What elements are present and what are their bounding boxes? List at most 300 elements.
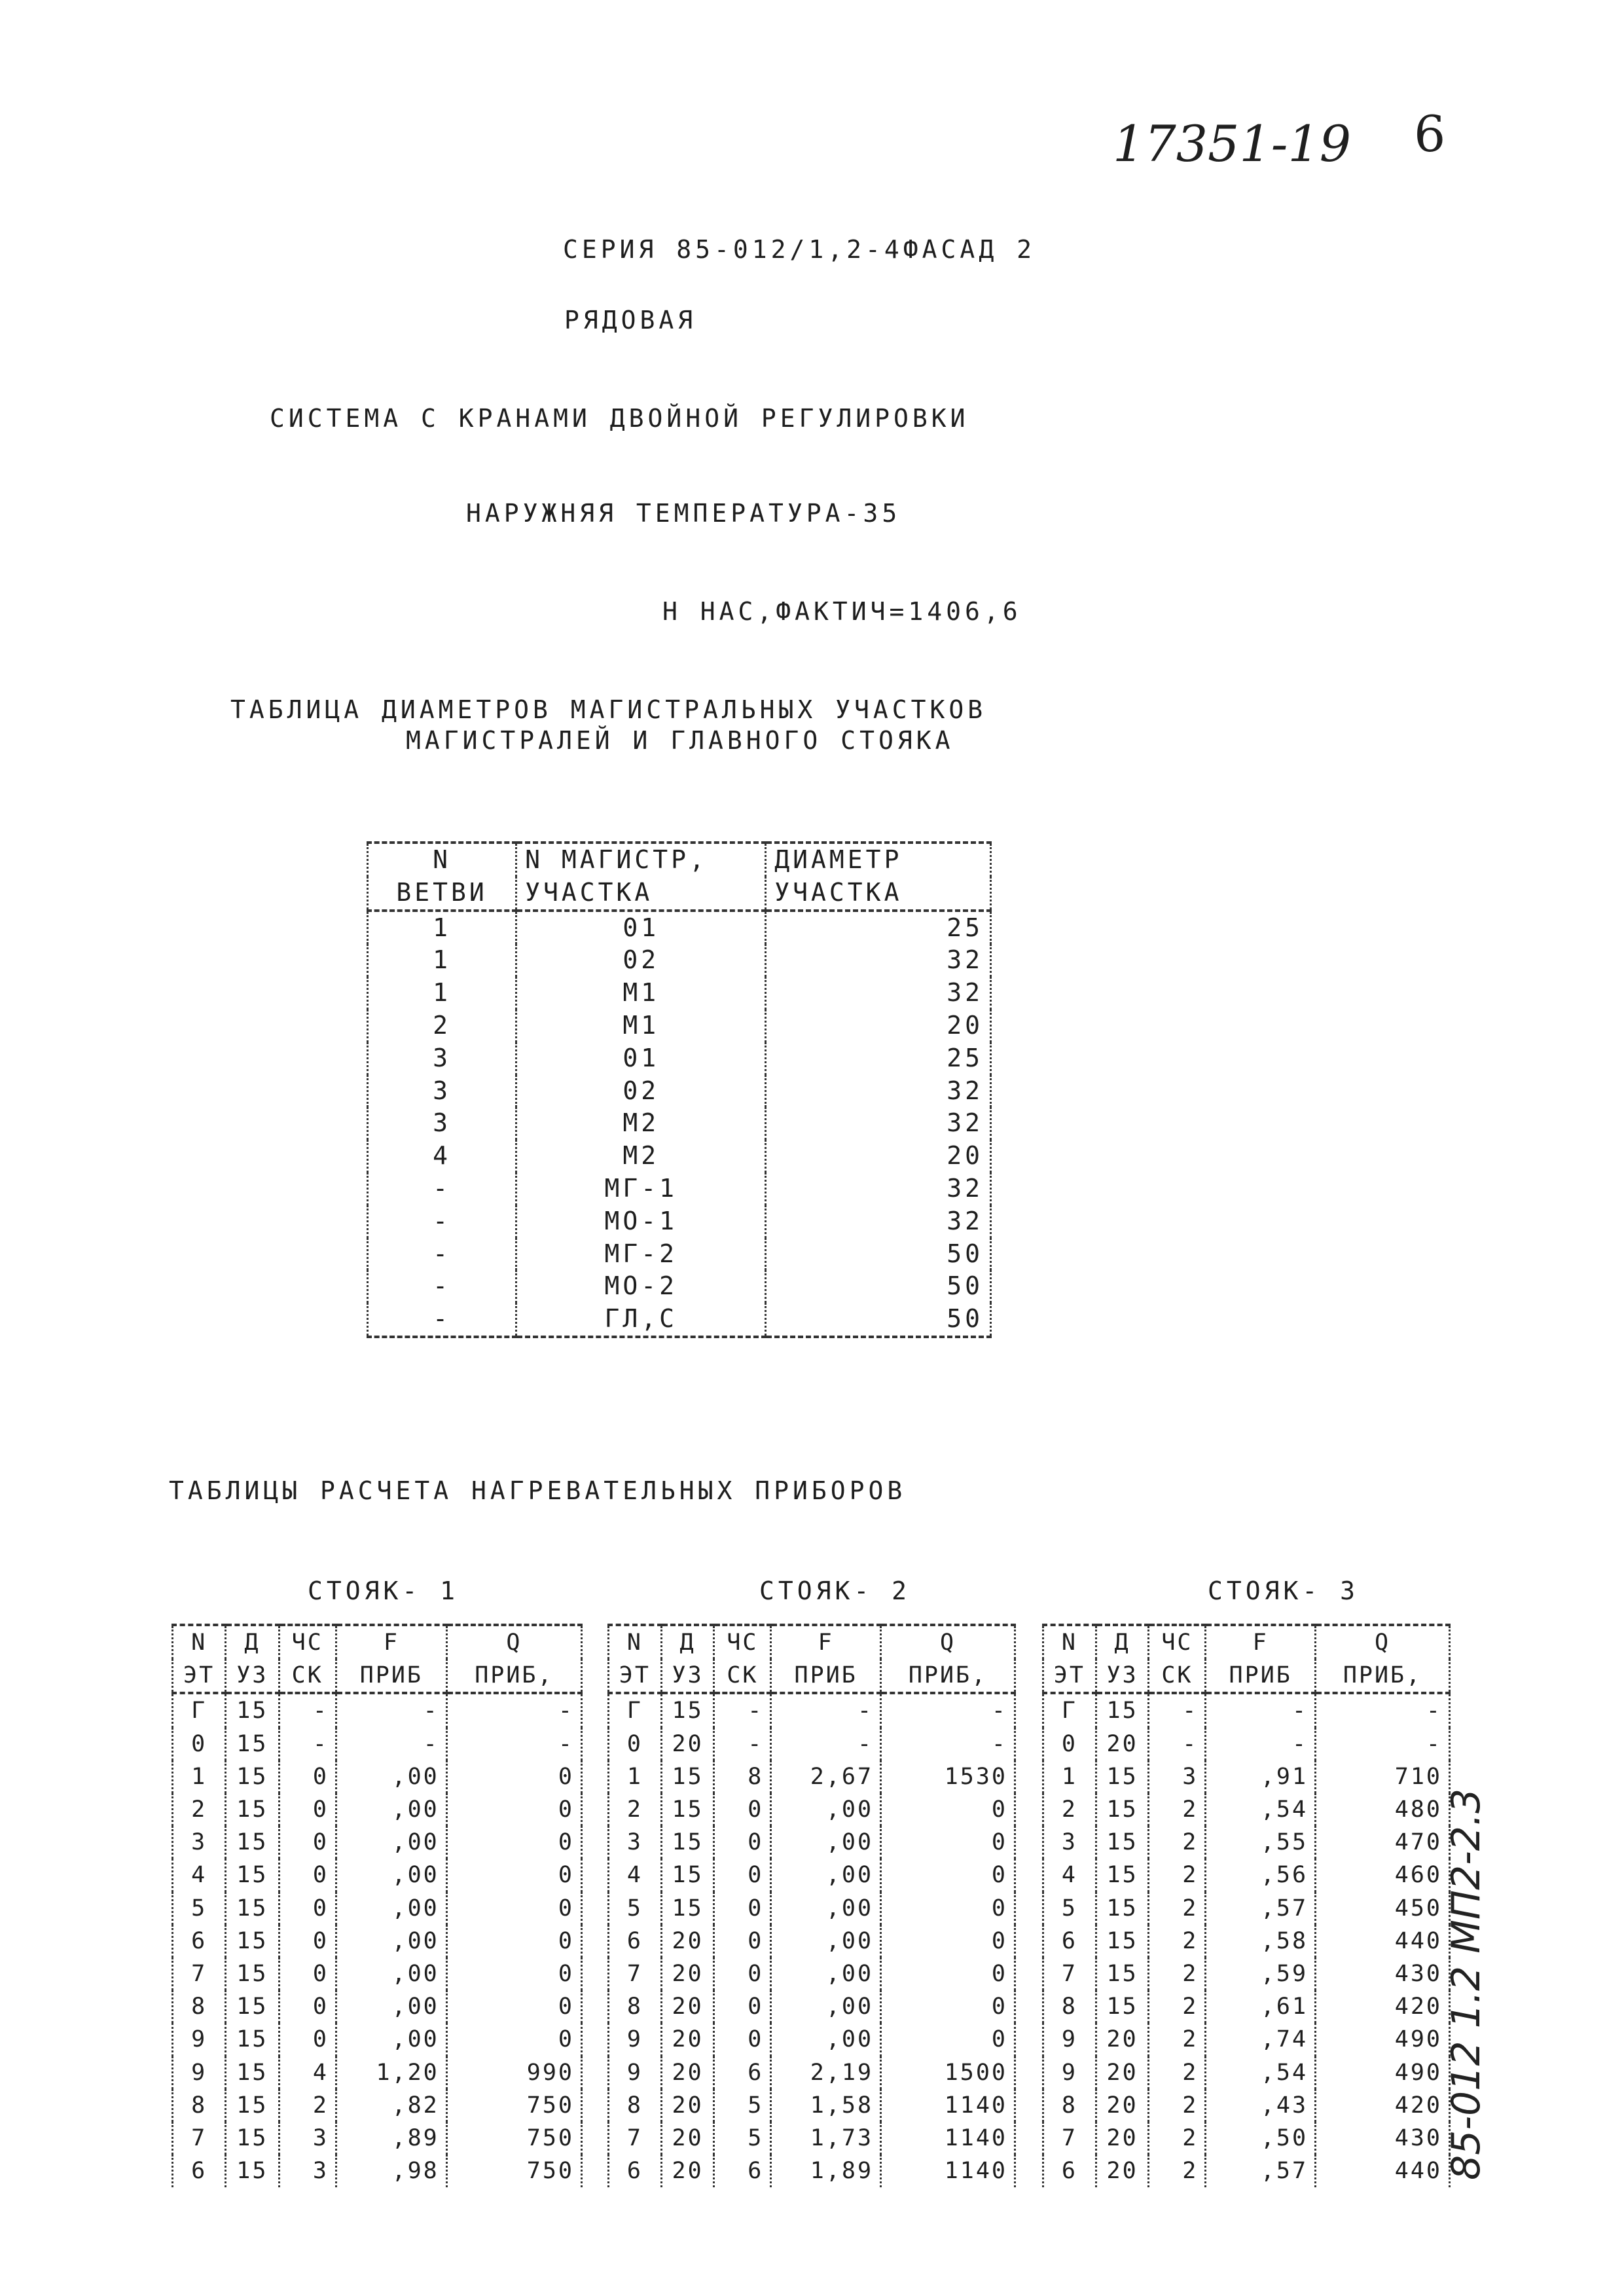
riser-row [1043,1793,1450,1826]
diam-header-segment: УЧАСТКА [516,877,766,911]
riser-floor-cell: 2 [173,1793,226,1826]
riser-heat-cell: 490 [1316,2056,1450,2089]
riser-sections-cell: 2 [1149,2023,1206,2056]
riser-floor-cell: 8 [1043,2089,1096,2122]
riser-row [173,1859,582,1891]
riser-sections-cell: 0 [279,1826,336,1859]
riser-heat-cell: 750 [446,2122,581,2155]
diam-branch-cell: 4 [368,1140,516,1173]
riser-header-row [173,1625,582,1659]
riser-header-floor: ЭТ [1043,1659,1096,1693]
riser-header-sections: СК [714,1659,771,1693]
riser-area-cell: 2,19 [771,2056,881,2089]
riser-floor-cell: 9 [609,2023,662,2056]
riser-floor-cell: 8 [1043,1990,1096,2023]
diameter-table [367,841,992,1338]
riser-area-cell: ,00 [771,1859,881,1891]
diam-diameter-cell: 50 [766,1270,991,1303]
riser-header-heat: ПРИБ, [881,1659,1015,1693]
riser-header-area: F [1206,1625,1316,1659]
riser-row [1043,2155,1450,2187]
riser-header-diam: УЗ [226,1659,279,1693]
riser-diam-cell: 20 [1096,2023,1149,2056]
document-number: 17351-19 [1113,115,1352,173]
riser-header-heat: ПРИБ, [446,1659,581,1693]
riser-diam-cell: 15 [661,1793,714,1826]
riser-area-cell: ,00 [336,1793,447,1826]
riser-row [173,1728,582,1760]
riser-floor-cell: 9 [1043,2023,1096,2056]
riser-heat-cell: 0 [881,1990,1015,2023]
riser-sections-cell: 0 [714,1957,771,1990]
riser-area-cell: ,50 [1206,2122,1316,2155]
riser-row [173,1693,582,1727]
riser-diam-cell: 20 [661,2122,714,2155]
riser-floor-cell: 9 [173,2023,226,2056]
diam-row [368,1173,991,1205]
riser-floor-cell: 8 [609,2089,662,2122]
diam-diameter-cell: 25 [766,911,991,945]
riser-row [173,1892,582,1925]
riser-row [1043,1693,1450,1727]
riser-floor-cell: 2 [1043,1793,1096,1826]
riser-row [609,1925,1015,1957]
riser-diam-cell: 20 [661,1728,714,1760]
riser-floor-cell: 6 [609,1925,662,1957]
riser-table-3 [1042,1624,1451,2187]
riser-area-cell: ,00 [771,1892,881,1925]
riser-heat-cell: 0 [881,1826,1015,1859]
riser-heat-cell: 440 [1316,1925,1450,1957]
riser-header-heat: Q [881,1625,1015,1659]
riser-sections-cell: 3 [279,2155,336,2187]
riser-heat-cell: 1140 [881,2155,1015,2187]
riser-diam-cell: 20 [661,2056,714,2089]
riser-row [173,1957,582,1990]
riser-sections-cell: 0 [279,1859,336,1891]
diam-diameter-cell: 32 [766,1075,991,1108]
riser-row [1043,1760,1450,1793]
riser-sections-cell: - [1149,1693,1206,1727]
riser-row [173,1793,582,1826]
riser-sections-cell: 0 [279,2023,336,2056]
riser-row [173,1990,582,2023]
riser-sections-cell: 0 [714,1925,771,1957]
riser-diam-cell: 15 [1096,1693,1149,1727]
riser-floor-cell: 4 [173,1859,226,1891]
riser-heat-cell: - [1316,1728,1450,1760]
riser-area-cell: ,00 [771,2023,881,2056]
riser-heat-cell: 0 [881,1793,1015,1826]
riser-row [1043,1892,1450,1925]
riser-sections-cell: 4 [279,2056,336,2089]
riser-sections-cell: 0 [714,1859,771,1891]
diam-row [368,977,991,1010]
riser-diam-cell: 20 [1096,2056,1149,2089]
diam-row [368,1205,991,1238]
riser-row [173,2023,582,2056]
riser-floor-cell: 7 [1043,1957,1096,1990]
riser-sections-cell: - [714,1728,771,1760]
riser-sections-cell: 5 [714,2122,771,2155]
riser-table-2 [607,1624,1016,2187]
riser-diam-cell: 15 [226,1925,279,1957]
riser-floor-cell: 6 [173,1925,226,1957]
riser-header-diam: Д [226,1625,279,1659]
system-line: СИСТЕМА С КРАНАМИ ДВОЙНОЙ РЕГУЛИРОВКИ [270,404,969,433]
riser-sections-cell: 0 [279,1760,336,1793]
riser-header-area: ПРИБ [336,1659,447,1693]
diam-table-subtitle: МАГИСТРАЛЕЙ И ГЛАВНОГО СТОЯКА [406,726,954,755]
riser-area-cell: ,00 [336,2023,447,2056]
riser-area-cell: - [1206,1728,1316,1760]
diam-branch-cell: - [368,1270,516,1303]
riser-heat-cell: - [881,1693,1015,1727]
riser-diam-cell: 20 [1096,2089,1149,2122]
riser-diam-cell: 15 [661,1892,714,1925]
riser-diam-cell: 20 [661,2155,714,2187]
riser-heat-cell: 450 [1316,1892,1450,1925]
riser-header-sections: ЧС [1149,1625,1206,1659]
riser-sections-cell: 2 [1149,1925,1206,1957]
riser-diam-cell: 15 [226,1793,279,1826]
riser-floor-cell: 0 [609,1728,662,1760]
riser-row [1043,2089,1450,2122]
diam-diameter-cell: 32 [766,977,991,1010]
diam-header-diameter: ДИАМЕТР [766,843,991,877]
diam-row [368,1075,991,1108]
drawing-stamp: 85-012 1.2 МП2-2.3 [1443,1788,1489,2180]
riser-row [173,2089,582,2122]
riser-diam-cell: 15 [661,1693,714,1727]
diam-row [368,1238,991,1271]
page-number: 6 [1414,105,1446,163]
riser-diam-cell: 15 [1096,1990,1149,2023]
riser-header-floor: N [609,1625,662,1659]
diam-diameter-cell: 20 [766,1140,991,1173]
riser-sections-cell: 6 [714,2155,771,2187]
riser-heat-cell: 0 [446,1859,581,1891]
riser-floor-cell: 7 [609,1957,662,1990]
riser-floor-cell: 1 [1043,1760,1096,1793]
riser-sections-cell: 2 [1149,2122,1206,2155]
riser-row [609,1990,1015,2023]
riser-row [173,1826,582,1859]
diam-header-diameter: УЧАСТКА [766,877,991,911]
diam-segment-cell: М1 [516,1010,766,1042]
riser-sections-cell: 6 [714,2056,771,2089]
riser-header-heat: Q [446,1625,581,1659]
riser-sections-cell: 2 [1149,2089,1206,2122]
riser-sections-cell: 0 [714,2023,771,2056]
riser-floor-cell: 9 [173,2056,226,2089]
riser-heat-cell: 0 [446,1990,581,2023]
riser-area-cell: ,57 [1206,2155,1316,2187]
diam-segment-cell: МГ-2 [516,1238,766,1271]
riser-area-cell: - [1206,1693,1316,1727]
riser-header-sections: СК [1149,1659,1206,1693]
riser-sections-cell: 2 [1149,2056,1206,2089]
riser-diam-cell: 15 [226,1957,279,1990]
riser-row [609,2056,1015,2089]
riser-heat-cell: 430 [1316,1957,1450,1990]
riser-row [1043,2023,1450,2056]
riser-row [1043,1859,1450,1891]
riser-area-cell: ,91 [1206,1760,1316,1793]
riser-row [609,1793,1015,1826]
riser-header-row [609,1625,1015,1659]
riser-heat-cell: 990 [446,2056,581,2089]
riser-area-cell: ,00 [771,1826,881,1859]
diam-segment-cell: 01 [516,911,766,945]
riser-heat-cell: 0 [446,1892,581,1925]
diam-header-branch: N [368,843,516,877]
riser-heat-cell: 750 [446,2155,581,2187]
riser-floor-cell: Г [1043,1693,1096,1727]
diam-header-branch: ВЕТВИ [368,877,516,911]
temperature-line: НАРУЖНЯЯ ТЕМПЕРАТУРА-35 [466,499,901,528]
riser-heat-cell: 0 [446,2023,581,2056]
riser-area-cell: 1,73 [771,2122,881,2155]
riser-floor-cell: Г [609,1693,662,1727]
riser-heat-cell: 460 [1316,1859,1450,1891]
riser-row [173,2122,582,2155]
riser-diam-cell: 15 [1096,1859,1149,1891]
riser-area-cell: ,82 [336,2089,447,2122]
diam-branch-cell: 3 [368,1107,516,1140]
riser-header-sections: ЧС [279,1625,336,1659]
riser-floor-cell: 4 [609,1859,662,1891]
riser-header-heat: ПРИБ, [1316,1659,1450,1693]
riser-sections-cell: 0 [714,1793,771,1826]
diam-table-title: ТАБЛИЦА ДИАМЕТРОВ МАГИСТРАЛЬНЫХ УЧАСТКОВ [230,695,987,724]
riser-floor-cell: 9 [609,2056,662,2089]
riser-row [609,1826,1015,1859]
riser-heat-cell: - [446,1693,581,1727]
riser-heat-cell: 490 [1316,2023,1450,2056]
riser-area-cell: ,00 [336,1925,447,1957]
riser-row [609,1760,1015,1793]
riser-heat-cell: 0 [446,1925,581,1957]
diam-header-segment: N МАГИСТР, [516,843,766,877]
riser-heat-cell: 0 [446,1826,581,1859]
riser-row [609,1957,1015,1990]
riser-floor-cell: 8 [173,2089,226,2122]
riser-header-row [1043,1659,1450,1693]
riser-area-cell: ,00 [771,1990,881,2023]
diam-diameter-cell: 50 [766,1303,991,1337]
riser-diam-cell: 20 [661,1957,714,1990]
riser-heat-cell: 0 [446,1793,581,1826]
riser-floor-cell: 1 [173,1760,226,1793]
riser-sections-cell: 0 [714,1892,771,1925]
riser-heat-cell: 0 [446,1760,581,1793]
riser-diam-cell: 20 [661,1925,714,1957]
diam-diameter-cell: 32 [766,1205,991,1238]
riser-sections-cell: 0 [279,1990,336,2023]
riser-header-floor: N [1043,1625,1096,1659]
riser-diam-cell: 15 [1096,1892,1149,1925]
riser-heat-cell: 750 [446,2089,581,2122]
riser-area-cell: ,00 [336,1990,447,2023]
riser-sections-cell: 2 [1149,1892,1206,1925]
riser-area-cell: - [771,1728,881,1760]
riser-floor-cell: 6 [173,2155,226,2187]
riser-diam-cell: 15 [226,1859,279,1891]
riser-heat-cell: 0 [881,1892,1015,1925]
diam-diameter-cell: 20 [766,1010,991,1042]
riser-area-cell: ,89 [336,2122,447,2155]
diam-segment-cell: МО-1 [516,1205,766,1238]
riser-area-cell: 1,89 [771,2155,881,2187]
riser-sections-cell: 0 [714,1826,771,1859]
diam-row [368,944,991,977]
diam-row [368,1140,991,1173]
riser-floor-cell: 4 [1043,1859,1096,1891]
riser-diam-cell: 15 [226,1760,279,1793]
diam-segment-cell: М2 [516,1107,766,1140]
riser-heat-cell: 0 [446,1957,581,1990]
heaters-title: ТАБЛИЦЫ РАСЧЕТА НАГРЕВАТЕЛЬНЫХ ПРИБОРОВ [169,1476,907,1505]
riser-area-cell: ,59 [1206,1957,1316,1990]
riser-heat-cell: 430 [1316,2122,1450,2155]
riser-sections-cell: 2 [1149,1957,1206,1990]
riser-floor-cell: 7 [609,2122,662,2155]
riser-row [609,2155,1015,2187]
riser-area-cell: ,98 [336,2155,447,2187]
riser-sections-cell: 3 [279,2122,336,2155]
diam-header-row [368,843,991,877]
diam-diameter-cell: 32 [766,1107,991,1140]
riser-3-heading: СТОЯК- 3 [1208,1576,1360,1605]
riser-sections-cell: 2 [1149,1793,1206,1826]
riser-floor-cell: 3 [1043,1826,1096,1859]
riser-area-cell: 2,67 [771,1760,881,1793]
riser-sections-cell: 3 [1149,1760,1206,1793]
riser-sections-cell: 2 [1149,1990,1206,2023]
riser-row [609,1892,1015,1925]
riser-area-cell: - [771,1693,881,1727]
diam-branch-cell: - [368,1303,516,1337]
riser-floor-cell: 9 [1043,2056,1096,2089]
riser-sections-cell: - [1149,1728,1206,1760]
riser-sections-cell: - [279,1693,336,1727]
diam-branch-cell: - [368,1205,516,1238]
riser-area-cell: ,58 [1206,1925,1316,1957]
riser-floor-cell: 6 [609,2155,662,2187]
riser-diam-cell: 15 [226,2089,279,2122]
series-line: СЕРИЯ 85-012/1,2-4ФАСАД 2 [563,235,1036,264]
diam-row [368,1042,991,1075]
diam-header-row [368,877,991,911]
riser-diam-cell: 15 [1096,1793,1149,1826]
diam-branch-cell: - [368,1173,516,1205]
riser-diam-cell: 15 [226,1693,279,1727]
riser-diam-cell: 20 [1096,2122,1149,2155]
diam-diameter-cell: 25 [766,1042,991,1075]
riser-diam-cell: 15 [1096,1760,1149,1793]
riser-row [1043,2056,1450,2089]
riser-area-cell: ,56 [1206,1859,1316,1891]
riser-header-floor: ЭТ [173,1659,226,1693]
diam-row [368,1303,991,1337]
riser-header-area: F [336,1625,447,1659]
diam-branch-cell: 1 [368,944,516,977]
riser-diam-cell: 20 [661,2023,714,2056]
riser-header-area: ПРИБ [1206,1659,1316,1693]
diam-diameter-cell: 32 [766,944,991,977]
riser-header-floor: ЭТ [609,1659,662,1693]
riser-heat-cell: - [881,1728,1015,1760]
riser-area-cell: ,00 [336,1826,447,1859]
riser-area-cell: ,00 [336,1859,447,1891]
diam-segment-cell: М2 [516,1140,766,1173]
riser-area-cell: - [336,1728,447,1760]
diam-diameter-cell: 32 [766,1173,991,1205]
riser-area-cell: ,54 [1206,1793,1316,1826]
riser-row [609,2023,1015,2056]
riser-heat-cell: 0 [881,1859,1015,1891]
diam-branch-cell: 2 [368,1010,516,1042]
riser-heat-cell: 480 [1316,1793,1450,1826]
riser-heat-cell: 440 [1316,2155,1450,2187]
diam-segment-cell: 01 [516,1042,766,1075]
riser-area-cell: ,00 [771,1925,881,1957]
riser-header-area: F [771,1625,881,1659]
riser-floor-cell: 6 [1043,1925,1096,1957]
riser-row [609,2089,1015,2122]
diam-row [368,1107,991,1140]
riser-sections-cell: 0 [279,1793,336,1826]
riser-1-heading: СТОЯК- 1 [308,1576,460,1605]
riser-diam-cell: 15 [226,1826,279,1859]
riser-floor-cell: 7 [173,2122,226,2155]
riser-floor-cell: 8 [173,1990,226,2023]
riser-floor-cell: 5 [609,1892,662,1925]
diam-segment-cell: 02 [516,1075,766,1108]
riser-diam-cell: 15 [1096,1826,1149,1859]
riser-area-cell: 1,58 [771,2089,881,2122]
diam-segment-cell: 02 [516,944,766,977]
riser-heat-cell: - [446,1728,581,1760]
riser-heat-cell: 1140 [881,2122,1015,2155]
riser-heat-cell: 1140 [881,2089,1015,2122]
riser-row [173,1760,582,1793]
riser-sections-cell: 8 [714,1760,771,1793]
riser-floor-cell: 0 [173,1728,226,1760]
riser-sections-cell: 0 [279,1892,336,1925]
riser-sections-cell: - [279,1728,336,1760]
riser-row [609,2122,1015,2155]
riser-floor-cell: 1 [609,1760,662,1793]
riser-diam-cell: 15 [661,1760,714,1793]
riser-sections-cell: 2 [1149,2155,1206,2187]
riser-diam-cell: 15 [226,1892,279,1925]
riser-header-heat: Q [1316,1625,1450,1659]
diam-diameter-cell: 50 [766,1238,991,1271]
riser-diam-cell: 15 [1096,1957,1149,1990]
riser-sections-cell: 0 [279,1925,336,1957]
riser-diam-cell: 15 [226,1728,279,1760]
riser-area-cell: ,00 [336,1892,447,1925]
riser-floor-cell: 8 [609,1990,662,2023]
riser-diam-cell: 15 [661,1826,714,1859]
riser-area-cell: ,00 [771,1957,881,1990]
riser-row [609,1728,1015,1760]
riser-area-cell: ,00 [336,1957,447,1990]
riser-sections-cell: 2 [279,2089,336,2122]
diam-branch-cell: - [368,1238,516,1271]
